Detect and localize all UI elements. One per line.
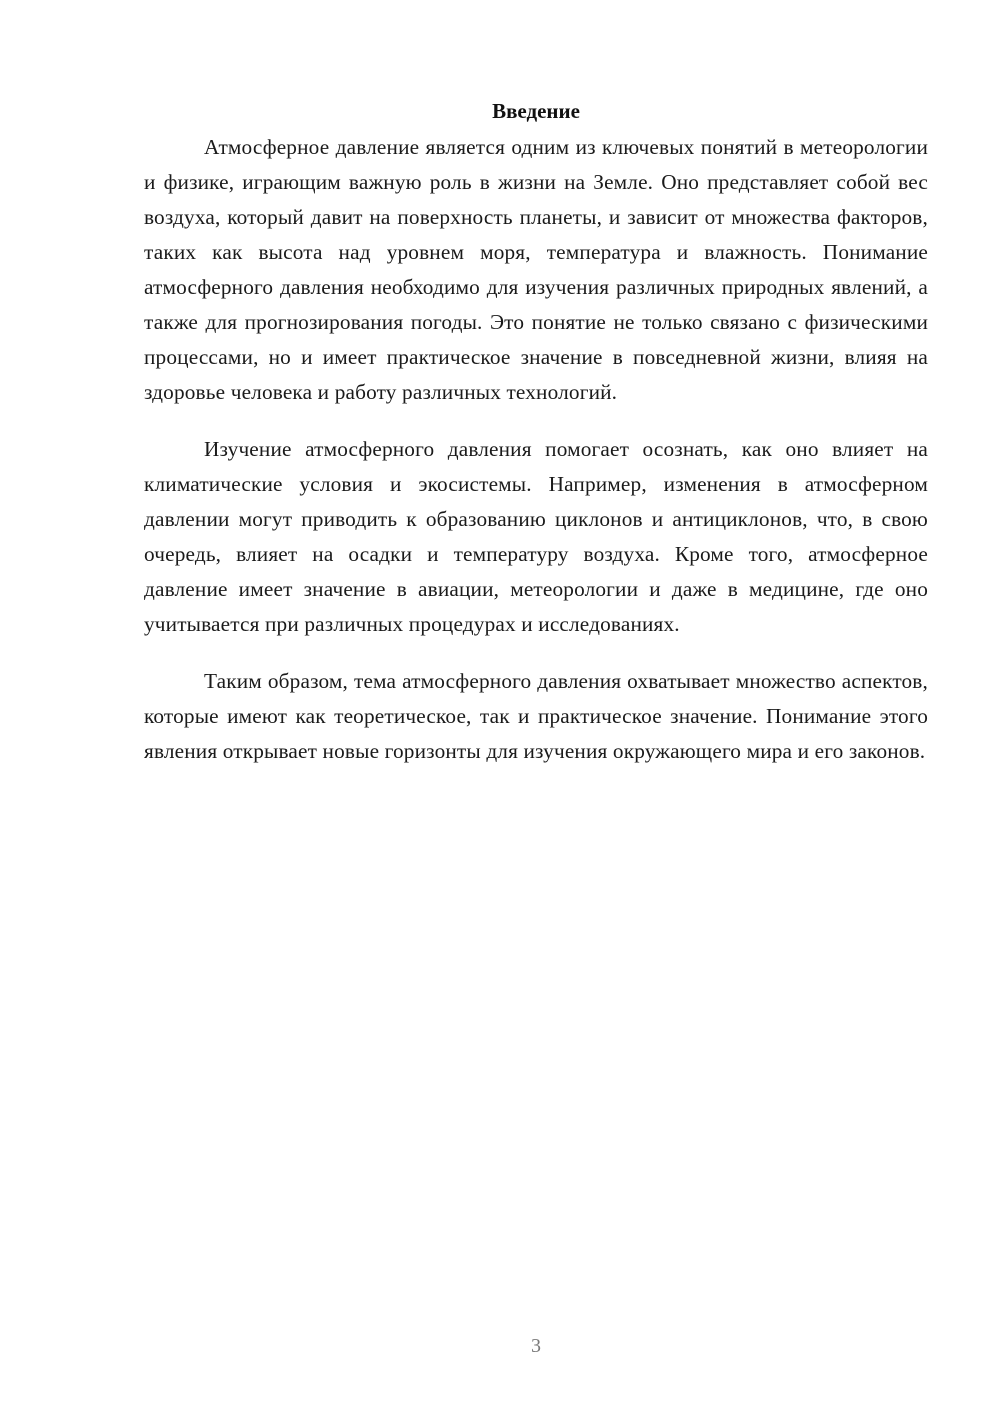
page-number: 3 (531, 1335, 541, 1357)
paragraph-intro: Атмосферное давление является одним из ключевых понятий в метеорологии и физике, играющим важную роль в жизни на Земле. Оно представляет собой вес воздуха, который давит на поверхность планеты, и зависит от множества факторов, таких как высота над уровнем моря, температура и влажность. Понимание атмосферного давления необходимо для изучения различных природных явлений, а также для прогнозирования погоды. Это понятие не только связано с физическими процессами, но и имеет практическое значение в повседневной жизни, влияя на здоровье человека и работу различных технологий. (144, 135, 928, 404)
page-content (144, 96, 928, 791)
paragraph-climate: Изучение атмосферного давления помогает осознать, как оно влияет на климатические условия и экосистемы. Например, изменения в атмосферном давлении могут приводить к образованию циклонов и антициклонов, что, в свою очередь, влияет на осадки и температуру воздуха. Кроме того, атмосферное давление имеет значение в авиации, метеорологии и даже в медицине, где оно учитывается при различных процедурах и исследованиях. (144, 437, 928, 636)
section-title: Введение (492, 99, 580, 123)
paragraph-conclusion: Таким образом, тема атмосферного давления охватывает множество аспектов, которые имеют как теоретическое, так и практическое значение. Понимание этого явления открывает новые горизонты для изучения окружающего мира и его законов. (144, 669, 928, 763)
